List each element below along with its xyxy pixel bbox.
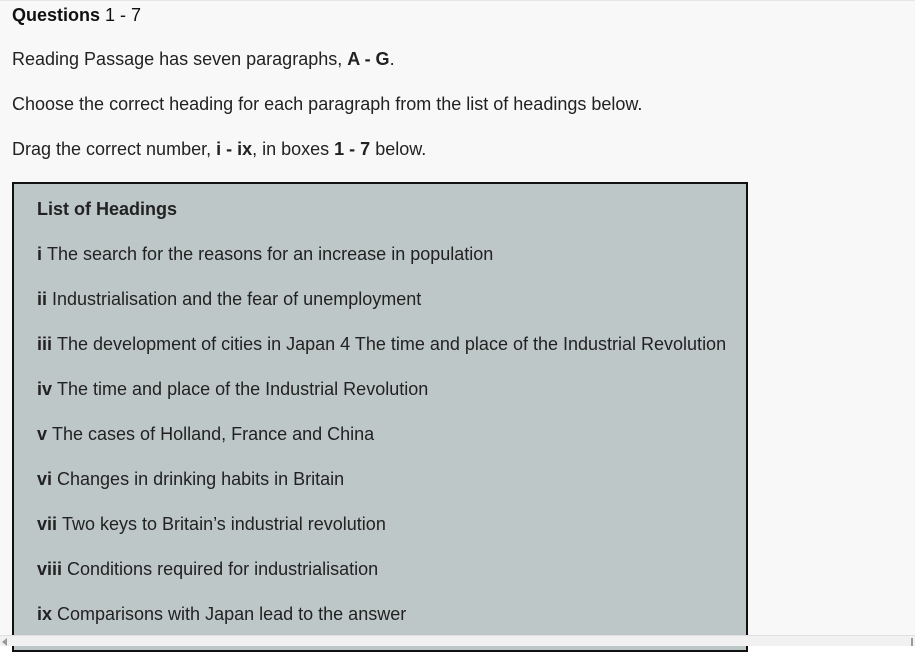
heading-roman: iv [37,379,53,399]
heading-text: The development of cities in Japan 4 The time and place of the Industrial Revolution [57,334,727,354]
heading-item-v[interactable] [37,424,374,445]
heading-roman: vii [37,514,58,534]
heading-item-iv[interactable] [37,379,428,400]
heading-item-vi[interactable] [37,469,344,490]
scroll-right-arrow-icon[interactable] [911,638,913,646]
questions-title-prefix: Questions [12,5,101,25]
instruction-paragraphs-post: . [389,49,395,69]
heading-roman: v [37,424,48,444]
heading-item-ii[interactable] [37,289,421,310]
instruction-drag-post: below. [370,139,427,159]
heading-roman: iii [37,334,53,354]
heading-roman: vi [37,469,53,489]
heading-text: The time and place of the Industrial Revolution [57,379,429,399]
heading-text: Industrialisation and the fear of unemployment [52,289,422,309]
instruction-paragraphs-pre: Reading Passage has seven paragraphs, [12,49,348,69]
instruction-choose-heading: Choose the correct heading for each paragraph from the list of headings below. [12,94,643,114]
instruction-drag-numbers: i - ix [216,139,253,159]
heading-item-iii[interactable] [37,334,726,355]
questions-title [12,5,141,26]
heading-item-ix[interactable] [37,604,406,625]
heading-text: The search for the reasons for an increase in population [47,244,494,264]
heading-text: The cases of Holland, France and China [52,424,375,444]
scroll-left-arrow-icon[interactable] [2,638,7,646]
heading-text: Two keys to Britain’s industrial revolution [62,514,386,534]
heading-roman: i [37,244,43,264]
instruction-drag-boxes: 1 - 7 [334,139,371,159]
heading-text: Conditions required for industrialisation [67,559,379,579]
list-of-headings-box [12,182,748,652]
heading-roman: viii [37,559,63,579]
instruction-drag-pre: Drag the correct number, [12,139,217,159]
heading-item-vii[interactable] [37,514,386,535]
heading-text: Changes in drinking habits in Britain [57,469,345,489]
heading-item-viii[interactable] [37,559,378,580]
instruction-paragraphs [12,49,395,70]
instruction-drag [12,139,426,160]
list-of-headings-title: List of Headings [37,199,178,219]
questions-title-range: 1 - 7 [105,5,142,25]
heading-roman: ix [37,604,53,624]
heading-text: Comparisons with Japan lead to the answer [57,604,407,624]
horizontal-scrollbar[interactable] [0,635,915,646]
instruction-drag-mid: , in boxes [252,139,335,159]
heading-roman: ii [37,289,48,309]
heading-item-i[interactable] [37,244,493,265]
instruction-paragraphs-range: A - G [347,49,390,69]
